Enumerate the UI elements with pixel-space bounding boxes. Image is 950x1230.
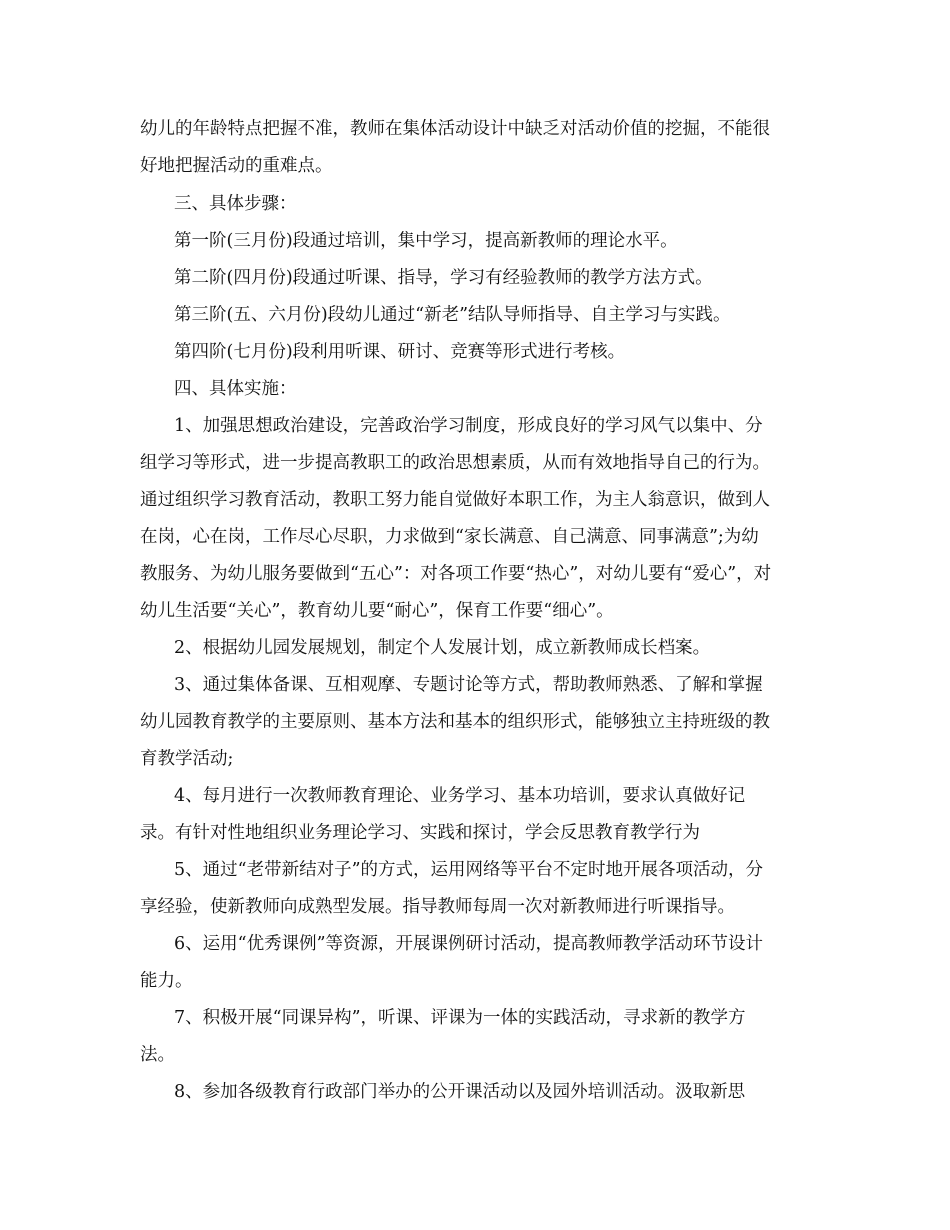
text-line: 能力。 <box>140 971 193 991</box>
text-line: 第一阶(三月份)段通过培训，集中学习，提高新教师的理论水平。 <box>174 231 678 251</box>
text-line: 幼儿园教育教学的主要原则、基本方法和基本的组织形式，能够独立主持班级的教 <box>140 712 770 732</box>
text-line: 8、参加各级教育行政部门举办的公开课活动以及园外培训活动。汲取新思 <box>174 1082 746 1102</box>
text-line: 教服务、为幼儿服务要做到“五心”：对各项工作要“热心”，对幼儿要有“爱心”，对 <box>140 564 772 584</box>
section-heading: 三、具体步骤： <box>174 194 297 214</box>
text-line: 5、通过“老带新结对子”的方式，运用网络等平台不定时地开展各项活动，分 <box>174 860 764 880</box>
text-line: 3、通过集体备课、互相观摩、专题讨论等方式，帮助教师熟悉、了解和掌握 <box>174 675 763 695</box>
text-line: 组学习等形式，进一步提高教职工的政治思想素质，从而有效地指导自己的行为。 <box>140 453 770 473</box>
text-line: 7、积极开展“同课异构”，听课、评课为一体的实践活动，寻求新的教学方 <box>174 1008 746 1028</box>
text-line: 享经验，使新教师向成熟型发展。指导教师每周一次对新教师进行听课指导。 <box>140 897 735 917</box>
text-line: 通过组织学习教育活动，教职工努力能自觉做好本职工作，为主人翁意识，做到人 <box>140 490 770 510</box>
text-line: 录。有针对性地组织业务理论学习、实践和探讨，学会反思教育教学行为 <box>140 823 700 843</box>
text-line: 4、每月进行一次教师教育理论、业务学习、基本功培训，要求认真做好记 <box>174 786 746 806</box>
text-line: 法。 <box>140 1045 175 1065</box>
section-heading: 四、具体实施： <box>174 379 297 399</box>
text-line: 第二阶(四月份)段通过听课、指导，学习有经验教师的教学方法方式。 <box>174 268 713 288</box>
text-line: 好地把握活动的重难点。 <box>140 156 333 176</box>
text-line: 幼儿的年龄特点把握不准，教师在集体活动设计中缺乏对活动价值的挖掘，不能很 <box>140 119 770 139</box>
text-line: 在岗，心在岗，工作尽心尽职，力求做到“家长满意、自己满意、同事满意”;为幼 <box>140 527 759 547</box>
text-line: 2、根据幼儿园发展规划，制定个人发展计划，成立新教师成长档案。 <box>174 638 711 658</box>
text-line: 6、运用“优秀课例”等资源，开展课例研讨活动，提高教师教学活动环节设计 <box>174 934 764 954</box>
text-line: 育教学活动; <box>140 749 234 769</box>
text-line: 幼儿生活要“关心”，教育幼儿要“耐心”，保育工作要“细心”。 <box>140 601 614 621</box>
text-line: 1、加强思想政治建设，完善政治学习制度，形成良好的学习风气以集中、分 <box>174 416 763 436</box>
text-line: 第三阶(五、六月份)段幼儿通过“新老”结队导师指导、自主学习与实践。 <box>174 305 731 325</box>
text-line: 第四阶(七月份)段利用听课、研讨、竞赛等形式进行考核。 <box>174 342 626 362</box>
